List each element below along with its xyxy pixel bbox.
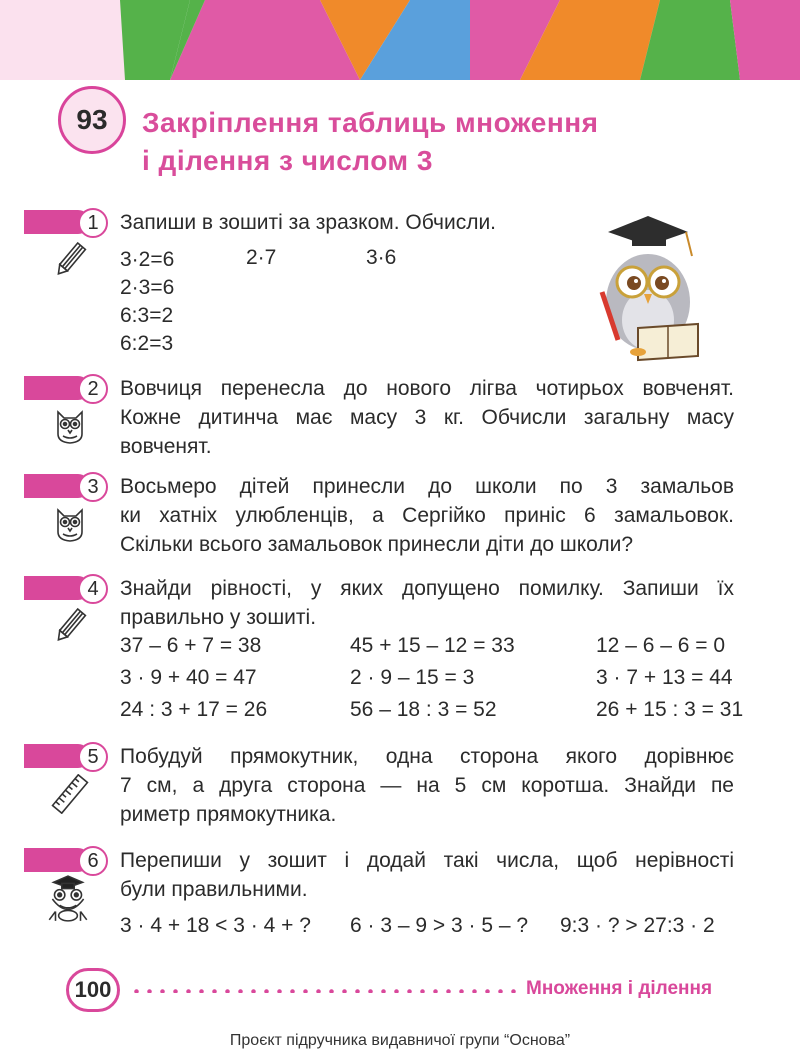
page-number: 100 bbox=[74, 977, 112, 1002]
pencil-icon bbox=[50, 240, 90, 280]
ruler-icon bbox=[50, 774, 90, 814]
equation: 24 : 3 + 17 = 26 bbox=[120, 698, 268, 721]
inequality: 6 · 3 – 9 > 3 · 5 – ? bbox=[350, 914, 529, 937]
lesson-title-line-2: і ділення з числом 3 bbox=[142, 145, 433, 176]
task-1-exercise: 2·7 bbox=[246, 246, 277, 269]
owl-with-book-illustration bbox=[588, 212, 708, 362]
dotted-divider bbox=[130, 989, 516, 993]
task-number: 6 bbox=[78, 846, 108, 876]
task-1-example-column bbox=[120, 246, 174, 358]
equation: 37 – 6 + 7 = 38 bbox=[120, 634, 262, 657]
task-2-text: Вовчиця перенесла до нового лігва чотирьох вовченят. Кожне дитинча має масу 3 кг. Обчисли загальну масу вовченят. bbox=[120, 377, 734, 458]
example-line: 6:3=2 bbox=[120, 304, 174, 327]
example-line: 3·2=6 bbox=[120, 248, 175, 271]
task-number: 3 bbox=[78, 472, 108, 502]
frog-icon bbox=[44, 874, 92, 924]
equation: 3 · 9 + 40 = 47 bbox=[120, 666, 257, 689]
section-title: Множення і ділення bbox=[526, 978, 713, 999]
lesson-title bbox=[142, 104, 762, 180]
publisher-note: Проєкт підручника видавничої групи “Основа” bbox=[229, 1032, 571, 1049]
banner-shapes bbox=[0, 0, 800, 80]
banner-pink-3 bbox=[730, 0, 800, 80]
task-1-exercise: 3·6 bbox=[366, 246, 397, 269]
owl-icon bbox=[50, 504, 90, 544]
task-number: 4 bbox=[78, 574, 108, 604]
equation: 3 · 7 + 13 = 44 bbox=[596, 666, 733, 689]
inequality: 3 · 4 + 18 < 3 · 4 + ? bbox=[120, 914, 311, 937]
example-line: 2·3=6 bbox=[120, 276, 175, 299]
page-number-badge bbox=[66, 968, 120, 1012]
example-line: 6:2=3 bbox=[120, 332, 174, 355]
task-number: 5 bbox=[78, 742, 108, 772]
lesson-title-line-1: Закріплення таблиць множення bbox=[142, 107, 599, 138]
inequality: 9:3 · ? > 27:3 · 2 bbox=[560, 914, 715, 937]
task-number: 2 bbox=[78, 374, 108, 404]
equation: 56 – 18 : 3 = 52 bbox=[350, 698, 497, 721]
top-banner bbox=[0, 0, 800, 80]
pencil-icon bbox=[50, 606, 90, 646]
task-3-text: Восьмеро дітей принесли до школи по 3 замальов ки хатніх улюбленців, а Сергійко приніс 6 замальовок. Скільки всього замальовок принесли діти до школи? bbox=[120, 475, 734, 556]
lesson-number-badge bbox=[58, 86, 126, 154]
equation: 26 + 15 : 3 = 31 bbox=[596, 698, 744, 721]
owl-icon bbox=[50, 406, 90, 446]
task-1-text: Запиши в зошиті за зразком. Обчисли. bbox=[120, 211, 497, 234]
task-number: 1 bbox=[78, 208, 108, 238]
task-6-text: Перепиши у зошит і додай такі числа, щоб нерівності були правильними. bbox=[120, 849, 734, 901]
task-5-text: Побудуй прямокутник, одна сторона якого дорівнює 7 см, а друга сторона — на 5 см коротша. Знайди пе риметр прямокутника. bbox=[120, 745, 734, 826]
task-4-text: Знайди рівності, у яких допущено помилку. Запиши їх правильно у зошиті. bbox=[120, 577, 734, 629]
equation: 12 – 6 – 6 = 0 bbox=[596, 634, 726, 657]
equation: 2 · 9 – 15 = 3 bbox=[350, 666, 475, 689]
lesson-number: 93 bbox=[76, 104, 108, 135]
equation: 45 + 15 – 12 = 33 bbox=[350, 634, 515, 657]
